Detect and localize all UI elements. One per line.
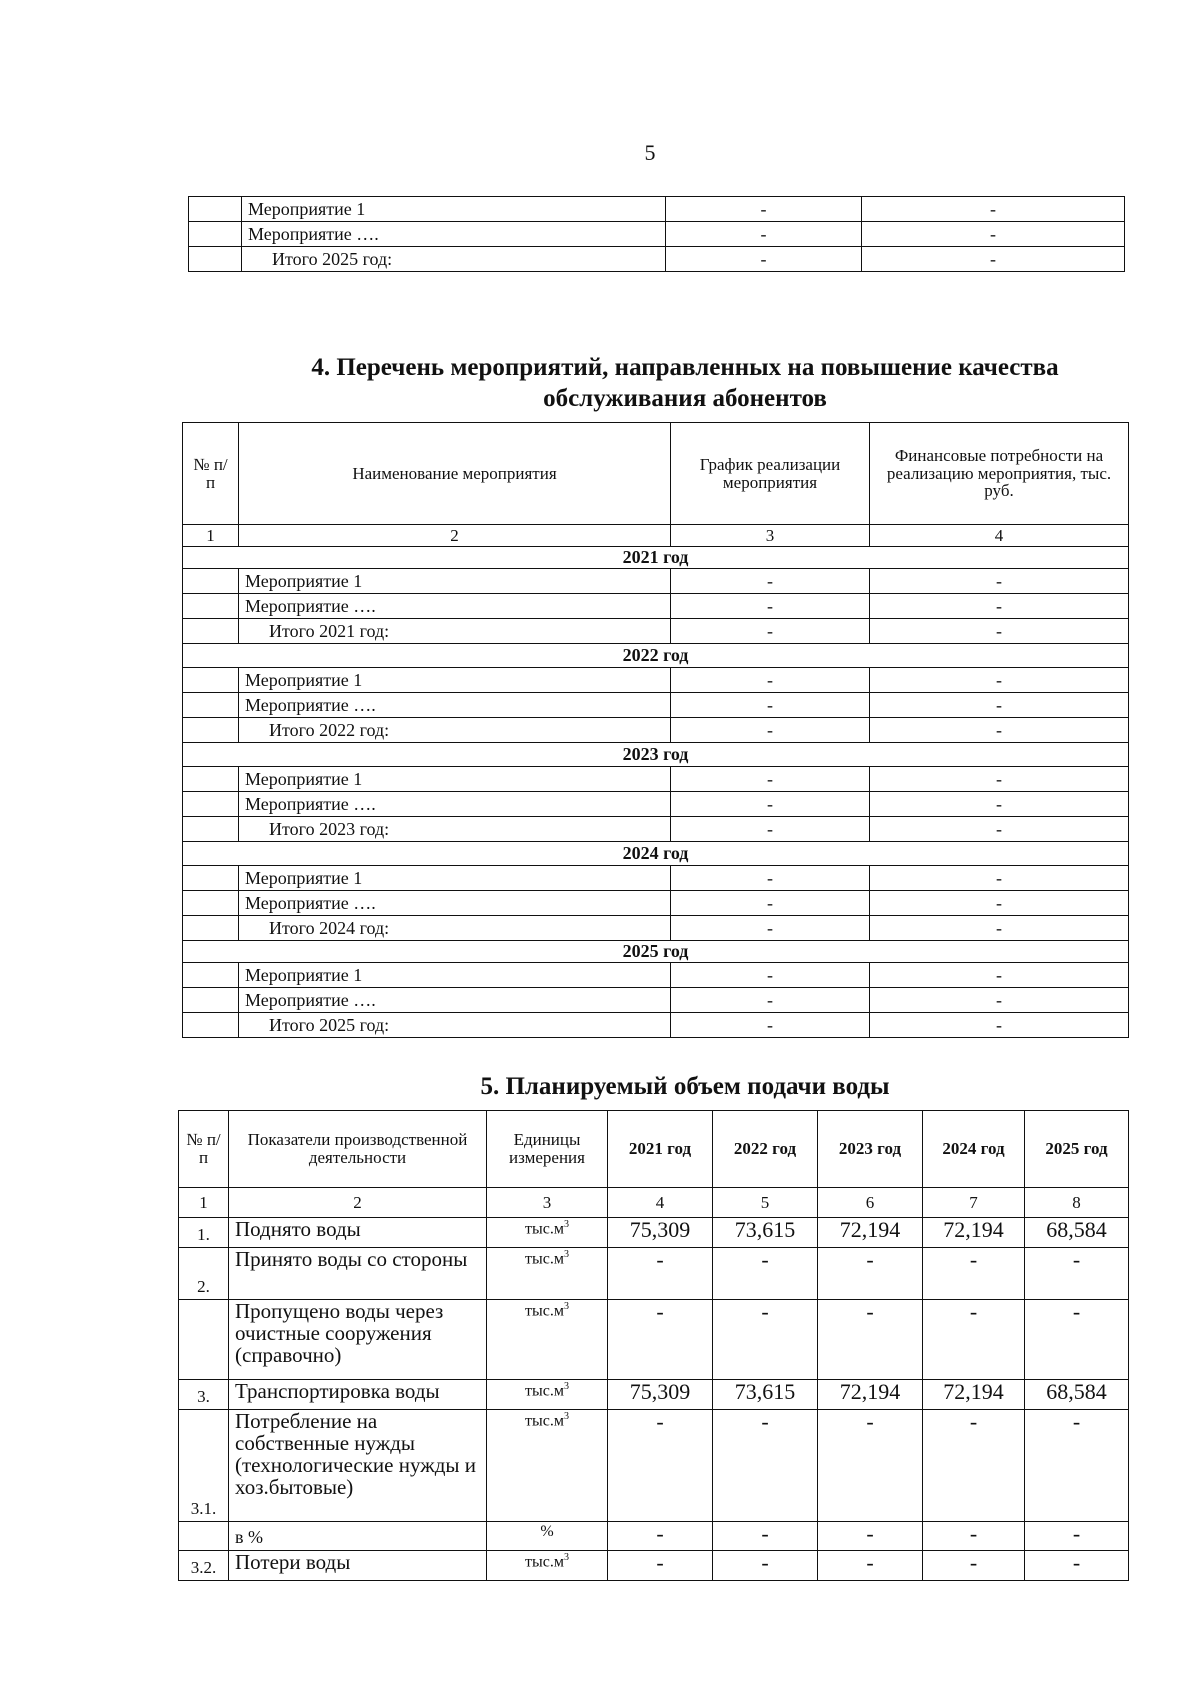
table-row (183, 963, 1129, 988)
value-cell: 73,615 (713, 1380, 818, 1410)
unit-superscript: 3 (563, 1411, 569, 1422)
value-cell: 72,194 (923, 1380, 1025, 1410)
event-name: Мероприятие 1 (239, 866, 671, 891)
total-label: Итого 2025 год: (242, 247, 666, 272)
event-name: Мероприятие …. (239, 693, 671, 718)
indicator-name: Пропущено воды через очистные сооружения (справочно) (229, 1300, 487, 1380)
finance-cell: - (862, 222, 1125, 247)
table-row (183, 1013, 1129, 1038)
finance-cell: - (870, 963, 1129, 988)
schedule-cell: - (666, 197, 862, 222)
value-cell: - (923, 1300, 1025, 1380)
finance-cell: - (862, 197, 1125, 222)
col-number: 3 (671, 525, 870, 547)
header-year: 2023 год (818, 1111, 923, 1188)
col-number: 2 (239, 525, 671, 547)
col-number: 7 (923, 1188, 1025, 1218)
year-row (183, 842, 1129, 866)
num-cell (183, 988, 239, 1013)
header-indicator: Показатели производственной деятельности (229, 1111, 487, 1188)
unit-cell (487, 1300, 608, 1380)
num-cell (183, 866, 239, 891)
value-cell: 68,584 (1025, 1380, 1129, 1410)
finance-cell: - (870, 693, 1129, 718)
num-cell (183, 963, 239, 988)
col-number: 3 (487, 1188, 608, 1218)
num-cell (183, 693, 239, 718)
finance-cell: - (870, 866, 1129, 891)
value-cell: - (818, 1551, 923, 1581)
unit-superscript: 3 (563, 1249, 569, 1260)
col-number: 8 (1025, 1188, 1129, 1218)
total-label: Итого 2021 год: (239, 619, 671, 644)
table-row (179, 1218, 1129, 1248)
schedule-cell: - (671, 668, 870, 693)
schedule-cell: - (671, 891, 870, 916)
value-cell: - (923, 1522, 1025, 1551)
row-number: 3. (179, 1380, 229, 1410)
finance-cell: - (862, 247, 1125, 272)
row-number: 3.2. (179, 1551, 229, 1581)
value-cell: - (818, 1248, 923, 1300)
event-name: Мероприятие …. (239, 988, 671, 1013)
unit-label: тыс.м (525, 1553, 564, 1571)
value-cell: - (923, 1410, 1025, 1522)
indicator-name: Принято воды со стороны (229, 1248, 487, 1300)
events-table (182, 422, 1129, 1038)
value-cell: - (713, 1551, 818, 1581)
value-cell: - (818, 1522, 923, 1551)
event-name: Мероприятие …. (239, 792, 671, 817)
header-finance: Финансовые потребности на реализацию мероприятия, тыс. руб. (870, 423, 1129, 525)
num-cell (183, 718, 239, 743)
value-cell: 68,584 (1025, 1218, 1129, 1248)
table-row (183, 988, 1129, 1013)
header-name: Наименование мероприятия (239, 423, 671, 525)
value-cell: 75,309 (608, 1380, 713, 1410)
total-label: Итого 2024 год: (239, 916, 671, 941)
year-row (183, 644, 1129, 668)
value-cell: - (608, 1410, 713, 1522)
section4-title (260, 352, 1110, 415)
table-row (183, 569, 1129, 594)
table-row (183, 866, 1129, 891)
row-number (179, 1522, 229, 1551)
table-row (183, 668, 1129, 693)
col-number: 4 (608, 1188, 713, 1218)
value-cell: - (923, 1248, 1025, 1300)
continuation-table (188, 196, 1125, 272)
value-cell: - (1025, 1248, 1129, 1300)
event-name: Мероприятие 1 (242, 197, 666, 222)
row-number: 3.1. (179, 1410, 229, 1522)
event-name: Мероприятие 1 (239, 569, 671, 594)
unit-cell (487, 1248, 608, 1300)
schedule-cell: - (666, 222, 862, 247)
finance-cell: - (870, 619, 1129, 644)
value-cell: 72,194 (818, 1380, 923, 1410)
event-name: Мероприятие …. (239, 891, 671, 916)
event-name: Мероприятие …. (239, 594, 671, 619)
col-number: 1 (179, 1188, 229, 1218)
section4-title-line2: обслуживания абонентов (543, 385, 827, 413)
table-row (183, 916, 1129, 941)
col-number: 6 (818, 1188, 923, 1218)
event-name: Мероприятие 1 (239, 767, 671, 792)
value-cell: - (608, 1248, 713, 1300)
finance-cell: - (870, 767, 1129, 792)
unit-cell (487, 1410, 608, 1522)
unit-cell (487, 1522, 608, 1551)
col-number: 1 (183, 525, 239, 547)
page-number: 5 (644, 140, 656, 165)
table-row (183, 817, 1129, 842)
header-row (183, 423, 1129, 525)
header-row (179, 1111, 1129, 1188)
indicator-name: Потребление на собственные нужды (технологические нужды и хоз.бытовые) (229, 1410, 487, 1522)
table-row (183, 718, 1129, 743)
value-cell: - (713, 1248, 818, 1300)
schedule-cell: - (671, 693, 870, 718)
schedule-cell: - (671, 619, 870, 644)
year-label: 2022 год (183, 644, 1129, 668)
finance-cell: - (870, 916, 1129, 941)
schedule-cell: - (671, 594, 870, 619)
schedule-cell: - (671, 569, 870, 594)
finance-cell: - (870, 988, 1129, 1013)
table-row (183, 891, 1129, 916)
finance-cell: - (870, 1013, 1129, 1038)
num-cell (183, 817, 239, 842)
value-cell: 72,194 (818, 1218, 923, 1248)
schedule-cell: - (671, 963, 870, 988)
finance-cell: - (870, 792, 1129, 817)
water-supply-table (178, 1110, 1129, 1581)
num-cell (183, 1013, 239, 1038)
year-label: 2024 год (183, 842, 1129, 866)
unit-superscript: 3 (563, 1381, 569, 1392)
table-row (183, 619, 1129, 644)
schedule-cell: - (671, 988, 870, 1013)
schedule-cell: - (666, 247, 862, 272)
total-label: Итого 2025 год: (239, 1013, 671, 1038)
table-row (189, 222, 1125, 247)
value-cell: - (608, 1300, 713, 1380)
table-row (179, 1522, 1129, 1551)
section4-title-line1: 4. Перечень мероприятий, направленных на повышение качества (311, 354, 1059, 381)
col-number: 5 (713, 1188, 818, 1218)
value-cell: - (1025, 1410, 1129, 1522)
table-row (179, 1551, 1129, 1581)
header-year: 2021 год (608, 1111, 713, 1188)
num-cell (183, 569, 239, 594)
header-year: 2024 год (923, 1111, 1025, 1188)
value-cell: 72,194 (923, 1218, 1025, 1248)
table-row (189, 197, 1125, 222)
value-cell: 73,615 (713, 1218, 818, 1248)
value-cell: - (1025, 1522, 1129, 1551)
schedule-cell: - (671, 767, 870, 792)
schedule-cell: - (671, 718, 870, 743)
table-row (179, 1380, 1129, 1410)
unit-label: тыс.м (525, 1302, 564, 1320)
unit-cell (487, 1380, 608, 1410)
column-numbers-row (179, 1188, 1129, 1218)
year-row (183, 743, 1129, 767)
num-cell (183, 594, 239, 619)
header-schedule: График реализации мероприятия (671, 423, 870, 525)
header-num: № п/п (183, 423, 239, 525)
header-year: 2022 год (713, 1111, 818, 1188)
num-cell (183, 767, 239, 792)
row-number: 1. (179, 1218, 229, 1248)
unit-label: тыс.м (525, 1382, 564, 1400)
schedule-cell: - (671, 916, 870, 941)
num-cell (183, 792, 239, 817)
num-cell (183, 619, 239, 644)
header-num: № п/п (179, 1111, 229, 1188)
finance-cell: - (870, 594, 1129, 619)
table-row (183, 792, 1129, 817)
indicator-name: Транспортировка воды (229, 1380, 487, 1410)
unit-cell (487, 1551, 608, 1581)
num-cell (183, 668, 239, 693)
total-label: Итого 2023 год: (239, 817, 671, 842)
value-cell: - (608, 1522, 713, 1551)
table-row (189, 247, 1125, 272)
table-row (183, 693, 1129, 718)
column-numbers-row (183, 525, 1129, 547)
finance-cell: - (870, 668, 1129, 693)
value-cell: - (713, 1522, 818, 1551)
schedule-cell: - (671, 1013, 870, 1038)
finance-cell: - (870, 718, 1129, 743)
value-cell: 75,309 (608, 1218, 713, 1248)
unit-cell (487, 1218, 608, 1248)
year-row (183, 547, 1129, 569)
indicator-name: Потери воды (229, 1551, 487, 1581)
total-label: Итого 2022 год: (239, 718, 671, 743)
value-cell: - (1025, 1551, 1129, 1581)
num-cell (183, 891, 239, 916)
unit-label: тыс.м (525, 1412, 564, 1430)
finance-cell: - (870, 569, 1129, 594)
unit-superscript: 3 (563, 1301, 569, 1312)
table-row (179, 1410, 1129, 1522)
table-row (183, 767, 1129, 792)
row-number: 2. (179, 1248, 229, 1300)
row-number (179, 1300, 229, 1380)
finance-cell: - (870, 891, 1129, 916)
value-cell: - (1025, 1300, 1129, 1380)
header-year: 2025 год (1025, 1111, 1129, 1188)
section5-title: 5. Планируемый объем подачи воды (480, 1073, 890, 1100)
unit-label: тыс.м (525, 1220, 564, 1238)
unit-label: тыс.м (525, 1250, 564, 1268)
year-label: 2025 год (183, 941, 1129, 963)
indicator-name: Поднято воды (229, 1218, 487, 1248)
event-name: Мероприятие 1 (239, 668, 671, 693)
value-cell: - (713, 1300, 818, 1380)
year-row (183, 941, 1129, 963)
table-row (179, 1300, 1129, 1380)
table-row (179, 1248, 1129, 1300)
year-label: 2021 год (183, 547, 1129, 569)
schedule-cell: - (671, 792, 870, 817)
event-name: Мероприятие 1 (239, 963, 671, 988)
unit-superscript: 3 (563, 1552, 569, 1563)
value-cell: - (608, 1551, 713, 1581)
event-name: Мероприятие …. (242, 222, 666, 247)
num-cell (183, 916, 239, 941)
value-cell: - (713, 1410, 818, 1522)
unit-superscript: 3 (563, 1219, 569, 1230)
schedule-cell: - (671, 866, 870, 891)
year-label: 2023 год (183, 743, 1129, 767)
finance-cell: - (870, 817, 1129, 842)
header-unit: Единицы измерения (487, 1111, 608, 1188)
value-cell: - (818, 1300, 923, 1380)
value-cell: - (923, 1551, 1025, 1581)
schedule-cell: - (671, 817, 870, 842)
col-number: 2 (229, 1188, 487, 1218)
value-cell: - (818, 1410, 923, 1522)
table-row (183, 594, 1129, 619)
unit-label: % (540, 1523, 554, 1540)
indicator-name: в % (229, 1522, 487, 1551)
col-number: 4 (870, 525, 1129, 547)
